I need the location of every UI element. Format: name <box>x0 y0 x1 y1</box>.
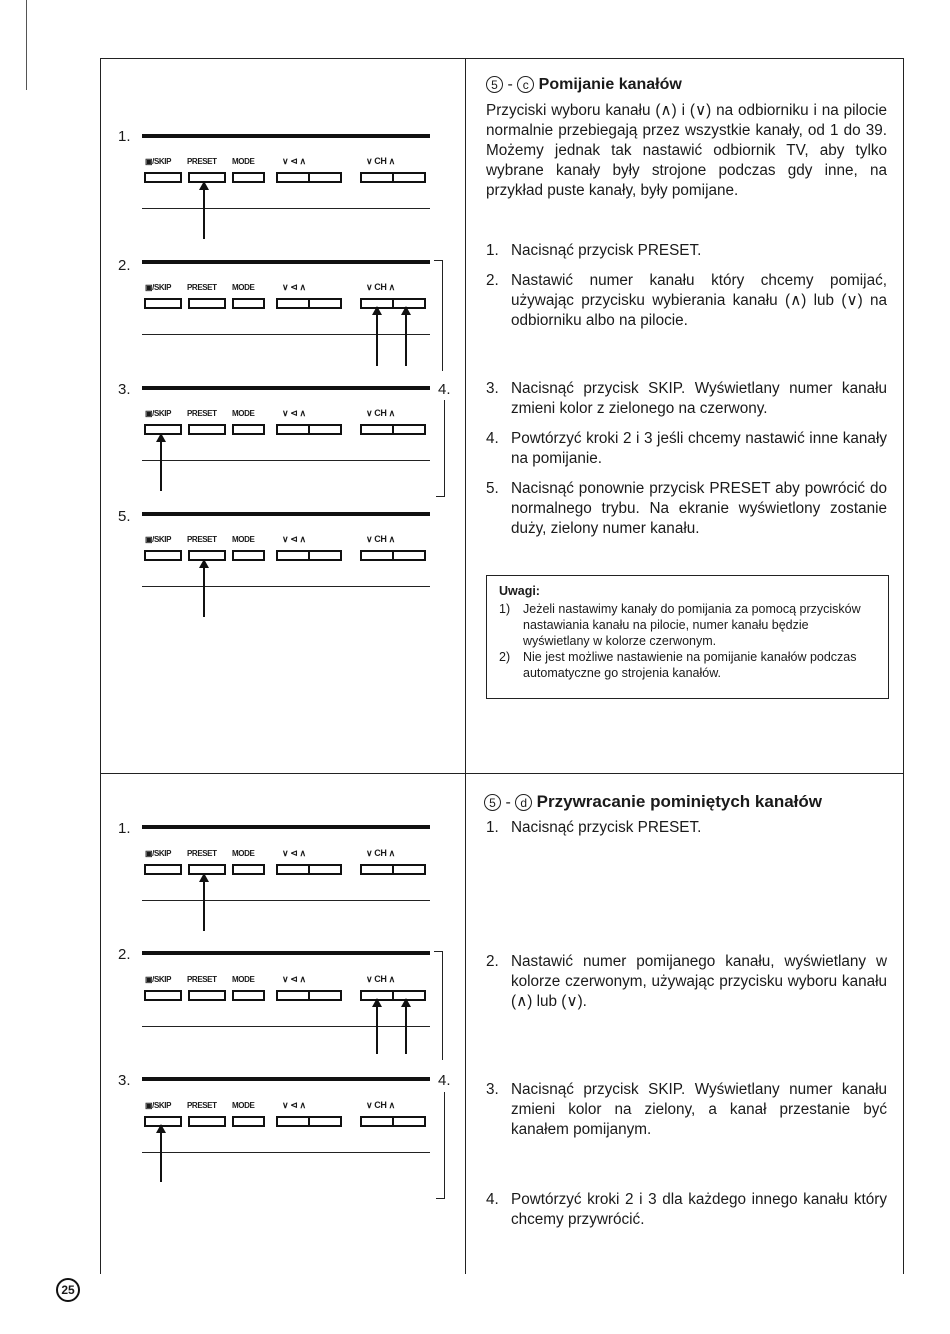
rocker-divider <box>308 424 310 435</box>
figure-step-label: 1. <box>118 820 131 837</box>
label-preset: PRESET <box>187 283 217 292</box>
press-arrow <box>203 875 205 931</box>
list-item: 2) Nie jest możliwe nastawienie na pomijanie kanałów podczas automatyczne go strojenia kanałów. <box>499 650 857 680</box>
figure-step-label: 2. <box>118 946 131 963</box>
rocker-divider <box>392 990 394 1001</box>
mode-button <box>232 172 265 183</box>
panel-line <box>142 460 430 461</box>
section-d-heading: 5 - d Przywracanie pominiętych kanałów <box>484 792 822 812</box>
screen-line <box>142 512 430 516</box>
skip-button <box>144 298 182 309</box>
list-item: 1) Jeżeli nastawimy kanały do pomijania za pomocą przycisków nastawiania kanału na pilocie, numer kanału będzie wyświetlany w kolorze czerwonym. <box>499 602 861 648</box>
label-mode: MODE <box>232 1101 255 1110</box>
label-volume: ∨ ⊲ ∧ <box>282 974 306 984</box>
step-bracket <box>434 951 443 1060</box>
label-skip: ▣/SKIP <box>145 975 172 984</box>
rocker-divider <box>308 864 310 875</box>
figure-step-label: 4. <box>438 381 451 398</box>
screen-line <box>142 825 430 829</box>
section-letter-badge: d <box>515 794 532 811</box>
step-bracket-end <box>436 1198 445 1199</box>
label-channel: ∨ CH ∧ <box>366 534 395 544</box>
preset-button <box>188 990 226 1001</box>
rocker-divider <box>308 990 310 1001</box>
section-d-title: Przywracanie pominiętych kanałów <box>536 792 822 811</box>
label-volume: ∨ ⊲ ∧ <box>282 282 306 292</box>
panel-line <box>142 334 430 335</box>
press-arrow-down <box>376 308 378 366</box>
skip-button <box>144 550 182 561</box>
figure-step-label: 2. <box>118 257 131 274</box>
figure-step-label: 4. <box>438 1072 451 1089</box>
label-preset: PRESET <box>187 975 217 984</box>
label-mode: MODE <box>232 849 255 858</box>
rocker-divider <box>392 172 394 183</box>
list-item: 3. Nacisnąć przycisk SKIP. Wyświetlany numer kanału zmieni kolor na zielony, a kanał przestanie być kanałem pomijanym. <box>486 1081 887 1138</box>
section-d-steps <box>486 818 887 1230</box>
label-preset: PRESET <box>187 849 217 858</box>
label-mode: MODE <box>232 975 255 984</box>
panel-line <box>142 1152 430 1153</box>
section-c-title: Pomijanie kanałów <box>538 76 682 93</box>
list-item: 2. Nastawić numer pomijanego kanału, wyświetlany w kolorze czerwonym, używając przycisku wyboru kanału (∧) lub (∨). <box>486 953 887 1010</box>
list-item: 2. Nastawić numer kanału który chcemy pomijać, używając przycisku wybierania kanału (∧) lub (∨) na odbiorniku albo na pilocie. <box>486 272 887 329</box>
label-preset: PRESET <box>187 1101 217 1110</box>
label-mode: MODE <box>232 157 255 166</box>
mode-button <box>232 990 265 1001</box>
notes-title: Uwagi: <box>499 584 540 598</box>
label-channel: ∨ CH ∧ <box>366 1100 395 1110</box>
press-arrow <box>203 183 205 239</box>
label-volume: ∨ ⊲ ∧ <box>282 408 306 418</box>
label-volume: ∨ ⊲ ∧ <box>282 156 306 166</box>
list-item: 1. Nacisnąć przycisk PRESET. <box>486 242 702 259</box>
rocker-divider <box>308 550 310 561</box>
mode-button <box>232 298 265 309</box>
notes-box <box>486 575 889 699</box>
step-bracket <box>434 260 443 371</box>
rocker-divider <box>308 172 310 183</box>
frame-left <box>100 58 101 1274</box>
preset-button <box>188 298 226 309</box>
label-mode: MODE <box>232 409 255 418</box>
label-volume: ∨ ⊲ ∧ <box>282 534 306 544</box>
screen-line <box>142 1077 430 1081</box>
label-volume: ∨ ⊲ ∧ <box>282 1100 306 1110</box>
scan-edge-left <box>26 0 27 90</box>
label-preset: PRESET <box>187 157 217 166</box>
mode-button <box>232 1116 265 1127</box>
label-channel: ∨ CH ∧ <box>366 408 395 418</box>
rocker-divider <box>308 298 310 309</box>
section-c-intro: Przyciski wyboru kanału (∧) i (∨) na odbiorniku i na pilocie normalnie przebiegają przez wszystkie kanały, od 1 do 39. Możemy jednak tak nastawić odbiornik TV, aby tylko wybrane kanały były strojone podczas gdy inne, na przykład puste kanały, były pomijane. <box>486 102 887 199</box>
preset-button <box>188 424 226 435</box>
label-skip: ▣/SKIP <box>145 283 172 292</box>
step-bracket <box>444 1092 445 1198</box>
section-letter-badge: c <box>517 76 534 93</box>
rocker-divider <box>392 1116 394 1127</box>
step-bracket <box>444 400 445 496</box>
mode-button <box>232 864 265 875</box>
screen-line <box>142 386 430 390</box>
press-arrow <box>203 561 205 617</box>
label-skip: ▣/SKIP <box>145 535 172 544</box>
section-number-badge: 5 <box>486 76 503 93</box>
figure-step-label: 5. <box>118 508 131 525</box>
label-volume: ∨ ⊲ ∧ <box>282 848 306 858</box>
label-mode: MODE <box>232 283 255 292</box>
label-channel: ∨ CH ∧ <box>366 974 395 984</box>
label-channel: ∨ CH ∧ <box>366 282 395 292</box>
label-mode: MODE <box>232 535 255 544</box>
frame-divider <box>465 58 466 1274</box>
list-item: 4. Powtórzyć kroki 2 i 3 dla każdego innego kanału który chcemy przywrócić. <box>486 1191 887 1228</box>
section-number-badge: 5 <box>484 794 501 811</box>
panel-line <box>142 586 430 587</box>
figure-step-label: 3. <box>118 381 131 398</box>
rocker-divider <box>392 298 394 309</box>
figure-step-label: 3. <box>118 1072 131 1089</box>
list-item: 5. Nacisnąć ponownie przycisk PRESET aby powrócić do normalnego trybu. Na ekranie wyświetlony zostanie duży, zielony numer kanału. <box>486 480 887 537</box>
mode-button <box>232 550 265 561</box>
rocker-divider <box>392 550 394 561</box>
rocker-divider <box>392 424 394 435</box>
press-arrow <box>160 1126 162 1182</box>
notes-list <box>487 601 888 681</box>
press-arrow-up <box>405 1000 407 1054</box>
rocker-divider <box>392 864 394 875</box>
skip-button <box>144 864 182 875</box>
label-skip: ▣/SKIP <box>145 1101 172 1110</box>
screen-line <box>142 134 430 138</box>
list-item: 3. Nacisnąć przycisk SKIP. Wyświetlany numer kanału zmieni kolor z zielonego na czerwony. <box>486 380 887 417</box>
section-c-heading: 5 - c Pomijanie kanałów <box>486 76 682 94</box>
screen-line <box>142 951 430 955</box>
page-number: 25 <box>56 1278 80 1302</box>
label-preset: PRESET <box>187 535 217 544</box>
label-channel: ∨ CH ∧ <box>366 156 395 166</box>
panel-line <box>142 1026 430 1027</box>
label-preset: PRESET <box>187 409 217 418</box>
figure-step-label: 1. <box>118 128 131 145</box>
press-arrow-up <box>405 308 407 366</box>
frame-right <box>903 58 904 1274</box>
skip-button <box>144 172 182 183</box>
step-bracket-end <box>436 496 445 497</box>
list-item: 1. Nacisnąć przycisk PRESET. <box>486 819 702 836</box>
screen-line <box>142 260 430 264</box>
frame-top <box>100 58 904 59</box>
label-channel: ∨ CH ∧ <box>366 848 395 858</box>
press-arrow-down <box>376 1000 378 1054</box>
mode-button <box>232 424 265 435</box>
list-item: 4. Powtórzyć kroki 2 i 3 jeśli chcemy nastawić inne kanały na pomijanie. <box>486 430 887 467</box>
press-arrow <box>160 435 162 491</box>
panel-line <box>142 208 430 209</box>
rocker-divider <box>308 1116 310 1127</box>
section-c-steps <box>486 241 887 539</box>
label-skip: ▣/SKIP <box>145 409 172 418</box>
label-skip: ▣/SKIP <box>145 157 172 166</box>
skip-button <box>144 990 182 1001</box>
label-skip: ▣/SKIP <box>145 849 172 858</box>
frame-middle <box>100 773 904 774</box>
preset-button <box>188 1116 226 1127</box>
panel-line <box>142 900 430 901</box>
